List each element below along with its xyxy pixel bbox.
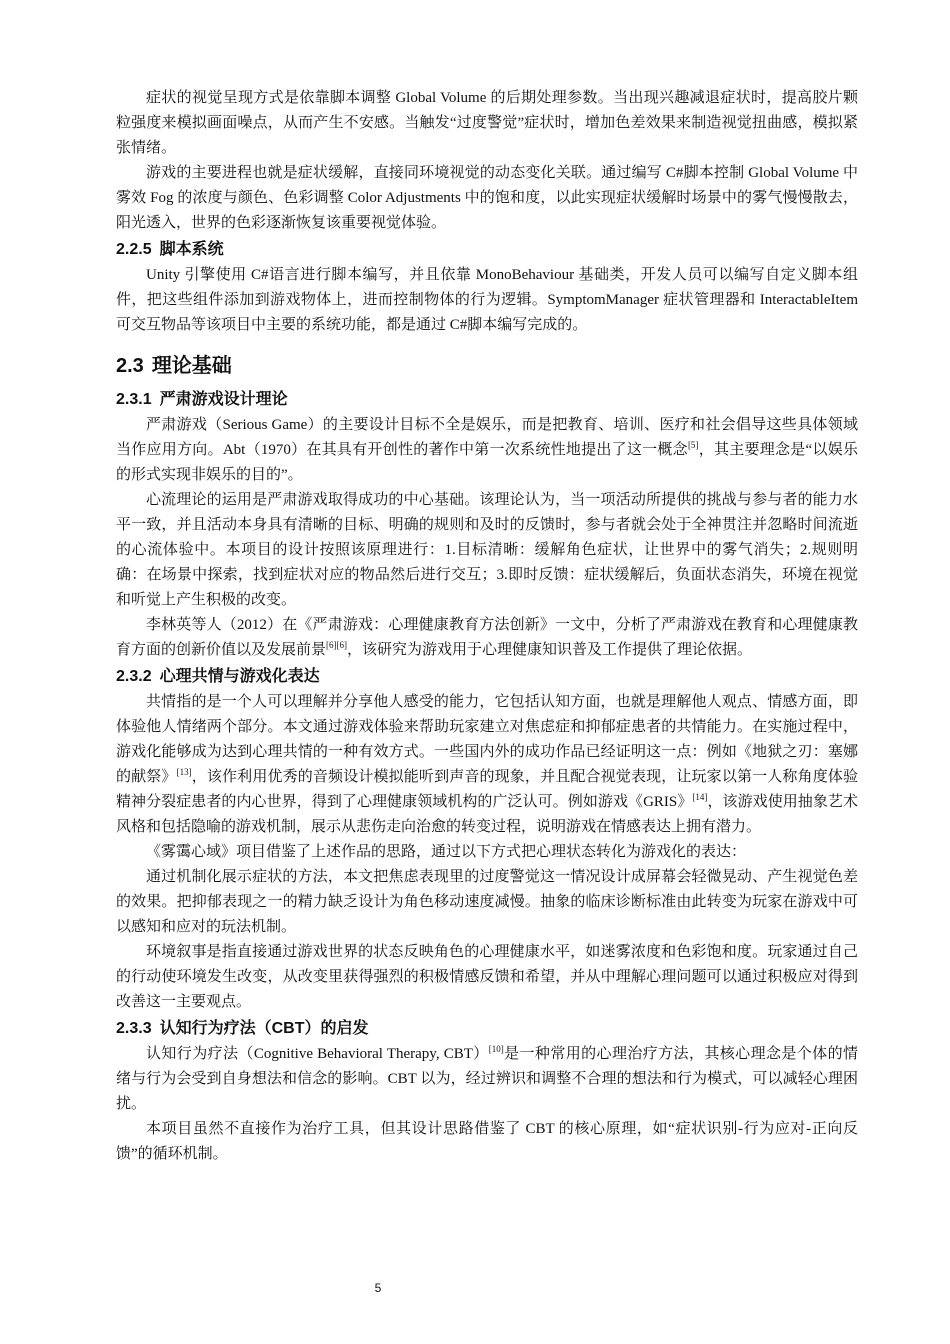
text: 认知行为疗法（Cognitive Behavioral Therapy, CBT）: [146, 1046, 489, 1062]
paragraph-flow-theory: 心流理论的运用是严肃游戏取得成功的中心基础。该理论认为，当一项活动所提供的挑战与参与者的能力水平一致，并且活动本身具有清晰的目标、明确的规则和及时的反馈时，参与者就会处于全神贯注并忽略时间流逝的心流体验中。本项目的设计按照该原理进行：1.目标清晰：缓解角色症状，让世界中的雾气消失；2.规则明确：在场景中探索，找到症状对应的物品然后进行交互；3.即时反馈：症状缓解后，负面状态消失，环境在视觉和听觉上产生积极的改变。: [116, 492, 858, 608]
heading-title: 理论基础: [151, 355, 232, 377]
text: 李林英等人（2012）在《严肃游戏：心理健康教育方法创新》一文中，分析了严肃游戏在教育和心理健康教育方面的创新价值以及发展前景: [116, 617, 858, 658]
paragraph-mechanics: 通过机制化展示症状的方法，本文把焦虑表现里的过度警觉这一情况设计成屏幕会轻微晃动、产生视觉色差的效果。把抑郁表现之一的精力缺乏设计为角色移动速度减慢。抽象的临床诊断标准由此转变为玩家在游戏中可以感知和应对的玩法机制。: [116, 869, 858, 935]
paragraph-script-system: Unity 引擎使用 C#语言进行脚本编写，并且依靠 MonoBehaviour 基础类，开发人员可以编写自定义脚本组件，把这些组件添加到游戏物体上，进而控制物体的行为逻辑。SymptomManager 症状管理器和 InteractableItem 可交互物品等该项目中主要的系统功能，都是通过 C#脚本编写完成的。: [116, 267, 858, 333]
heading-title: 严肃游戏设计理论: [159, 391, 288, 408]
heading-2-3: [116, 353, 858, 379]
heading-2-3-2: [116, 665, 858, 689]
paragraph-game-progress: 游戏的主要进程也就是症状缓解，直接同环境视觉的动态变化关联。通过编写 C#脚本控制 Global Volume 中雾效 Fog 的浓度与颜色、色彩调整 Color Adjustments 中的饱和度，以此实现症状缓解时场景中的雾气慢慢散去，阳光透入，世界的色彩逐渐恢复该重要视觉体验。: [116, 165, 858, 231]
heading-2-3-3: [116, 1017, 858, 1041]
document-page: [116, 86, 858, 1167]
text: ，该作利用优秀的音频设计模拟能听到声音的现象，并且配合视觉表现，让玩家以第一人称角度体验精神分裂症患者的内心世界，得到了心理健康领域机构的广泛认可。例如游戏《GRIS》: [116, 769, 858, 810]
page-number: 5: [374, 1281, 382, 1295]
heading-number: 2.3: [116, 355, 144, 377]
citation: [13]: [176, 767, 192, 777]
heading-title: 心理共情与游戏化表达: [159, 668, 320, 685]
paragraph-visual-symptoms: 症状的视觉呈现方式是依靠脚本调整 Global Volume 的后期处理参数。当出现兴趣减退症状时，提高胶片颗粒强度来模拟画面噪点，从而产生不安感。当触发“过度警觉”症状时，增加色差效果来制造视觉扭曲感，模拟紧张情绪。: [116, 90, 858, 156]
paragraph-cbt-application: 本项目虽然不直接作为治疗工具，但其设计思路借鉴了 CBT 的核心原理，如“症状识别-行为应对-正向反馈”的循环机制。: [116, 1121, 858, 1162]
citation: [5]: [687, 440, 699, 450]
text: ，其主要理念是“以娱乐的形式实现非娱乐的目的”。: [116, 442, 858, 483]
heading-2-3-1: [116, 388, 858, 412]
heading-2-2-5: [116, 238, 858, 262]
heading-number: 2.3.2: [116, 668, 152, 685]
heading-number: 2.3.1: [116, 391, 152, 408]
paragraph-project-reference: 《雾霭心域》项目借鉴了上述作品的思路，通过以下方式把心理状态转化为游戏化的表达：: [146, 844, 747, 860]
paragraph-empathy: [116, 690, 858, 840]
paragraph-li-linying: [116, 613, 858, 663]
citation: [10]: [488, 1044, 504, 1054]
heading-title: 脚本系统: [159, 241, 224, 258]
paragraph-serious-game: [116, 413, 858, 488]
text: ，该游戏使用抽象艺术风格和包括隐喻的游戏机制，展示从悲伤走向治愈的转变过程，说明游戏在情感表达上拥有潜力。: [116, 794, 858, 835]
text: 共情指的是一个人可以理解并分享他人感受的能力，它包括认知方面，也就是理解他人观点、情感方面，即体验他人情绪两个部分。本文通过游戏体验来帮助玩家建立对焦虑症和抑郁症患者的共情能力。在实施过程中，游戏化能够成为达到心理共情的一种有效方式。一些国内外的成功作品已经证明这一点：例如《地狱之刃：塞娜的献祭》: [116, 694, 858, 785]
citation: [14]: [692, 792, 708, 802]
text: ，该研究为游戏用于心理健康知识普及工作提供了理论依据。: [347, 642, 753, 658]
paragraph-environment-narrative: 环境叙事是指直接通过游戏世界的状态反映角色的心理健康水平，如迷雾浓度和色彩饱和度。玩家通过自己的行动使环境发生改变，从改变里获得强烈的积极情感反馈和希望，并从中理解心理问题可以通过积极应对得到改善这一主要观点。: [116, 944, 858, 1010]
citation: [6][6]: [326, 640, 348, 650]
text: 是一种常用的心理治疗方法，其核心理念是个体的情绪与行为会受到自身想法和信念的影响。CBT 以为，经过辨识和调整不合理的想法和行为模式，可以减轻心理困扰。: [116, 1046, 858, 1112]
text: 严肃游戏（Serious Game）的主要设计目标不全是娱乐，而是把教育、培训、医疗和社会倡导这些具体领域当作应用方向。Abt（1970）在其具有开创性的著作中第一次系统性地提出了这一概念: [116, 417, 858, 458]
heading-title: 认知行为疗法（CBT）的启发: [159, 1020, 369, 1037]
heading-number: 2.3.3: [116, 1020, 152, 1037]
paragraph-cbt: [116, 1042, 858, 1117]
heading-number: 2.2.5: [116, 241, 152, 258]
